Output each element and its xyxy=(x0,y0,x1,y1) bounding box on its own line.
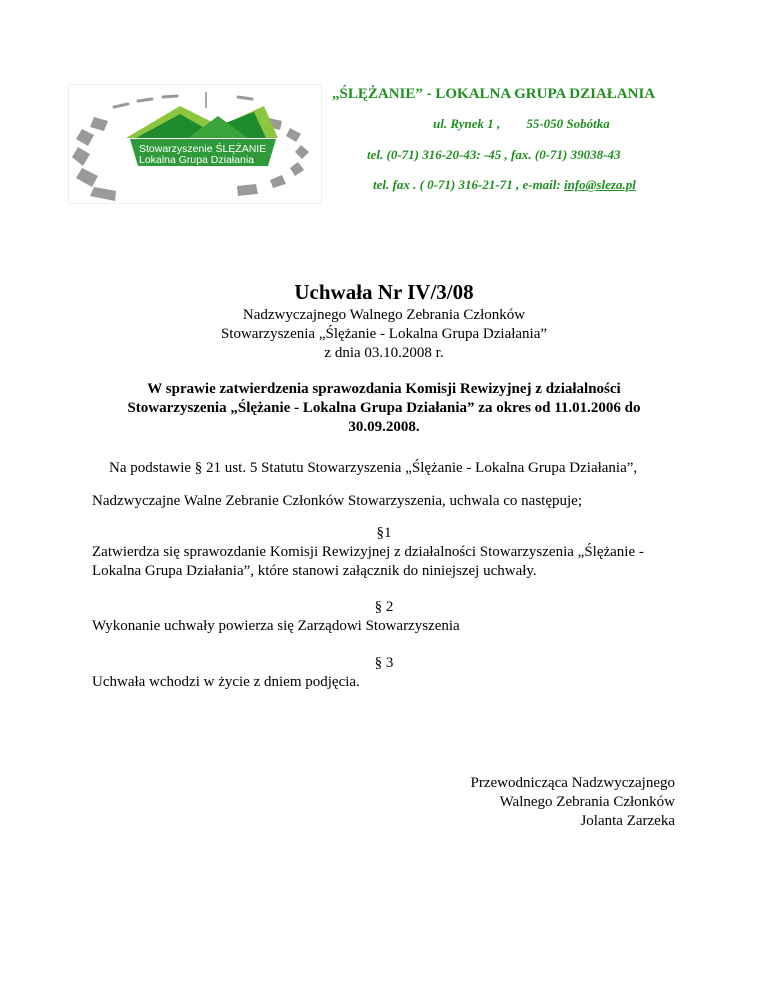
association-logo xyxy=(68,84,322,204)
section-1-line-1: Zatwierdza się sprawozdanie Komisji Rewizyjnej z działalności Stowarzyszenia „Ślężanie - xyxy=(92,544,644,560)
subject-line-2: Stowarzyszenia „Ślężanie - Lokalna Grupa Działania” za okres od 11.01.2006 do xyxy=(127,400,641,416)
signature-role-1: Przewodnicząca Nadzwyczajnego xyxy=(470,775,675,791)
legal-basis: Na podstawie § 21 ust. 5 Statutu Stowarzyszenia „Ślężanie - Lokalna Grupa Działania”, xyxy=(109,460,638,476)
org-phone: tel. (0-71) 316-20-43: -45 , fax. (0-71) 39038-43 xyxy=(367,147,621,162)
section-1-line-2: Lokalna Grupa Działania”, które stanowi załącznik do niniejszej uchwały. xyxy=(92,563,537,579)
meeting-statement: Nadzwyczajne Walne Zebranie Członków Stowarzyszenia, uchwala co następuje; xyxy=(92,493,582,509)
resolution-title: Uchwała Nr IV/3/08 xyxy=(294,280,474,304)
org-city: 55-050 Sobótka xyxy=(526,116,610,131)
org-fax: tel. fax . ( 0-71) 316-21-71 , e-mail: xyxy=(373,177,564,192)
resolution-date: z dnia 03.10.2008 r. xyxy=(324,345,444,361)
section-mark-2: § 2 xyxy=(374,599,394,615)
org-title: „ŚLĘŻANIE” - LOKALNA GRUPA DZIAŁANIA xyxy=(332,86,656,102)
section-3-line-1: Uchwała wchodzi w życie z dniem podjęcia. xyxy=(92,674,360,690)
section-mark-3: § 3 xyxy=(374,655,394,671)
logo-caption xyxy=(139,144,266,166)
email-link[interactable]: info@sleza.pl xyxy=(563,177,636,192)
subject-line-1: W sprawie zatwierdzenia sprawozdania Komisji Rewizyjnej z działalności xyxy=(147,381,621,397)
section-2-line-1: Wykonanie uchwały powierza się Zarządowi Stowarzyszenia xyxy=(92,618,460,634)
org-address xyxy=(433,116,610,132)
logo-line2: Lokalna Grupa Działania xyxy=(139,154,254,166)
signature-name: Jolanta Zarzeka xyxy=(580,813,675,829)
subject-line-3: 30.09.2008. xyxy=(348,419,420,435)
signature-role-2: Walnego Zebrania Członków xyxy=(499,794,675,810)
section-mark-1: §1 xyxy=(376,525,392,541)
org-fax-email xyxy=(373,177,636,193)
resolution-subtitle-1: Nadzwyczajnego Walnego Zebrania Członków xyxy=(242,307,526,323)
resolution-subtitle-2: Stowarzyszenia „Ślężanie - Lokalna Grupa Działania” xyxy=(220,326,548,342)
logo-line1: Stowarzyszenie ŚLĘŻANIE xyxy=(139,143,267,155)
org-street: ul. Rynek 1 , xyxy=(433,116,501,131)
